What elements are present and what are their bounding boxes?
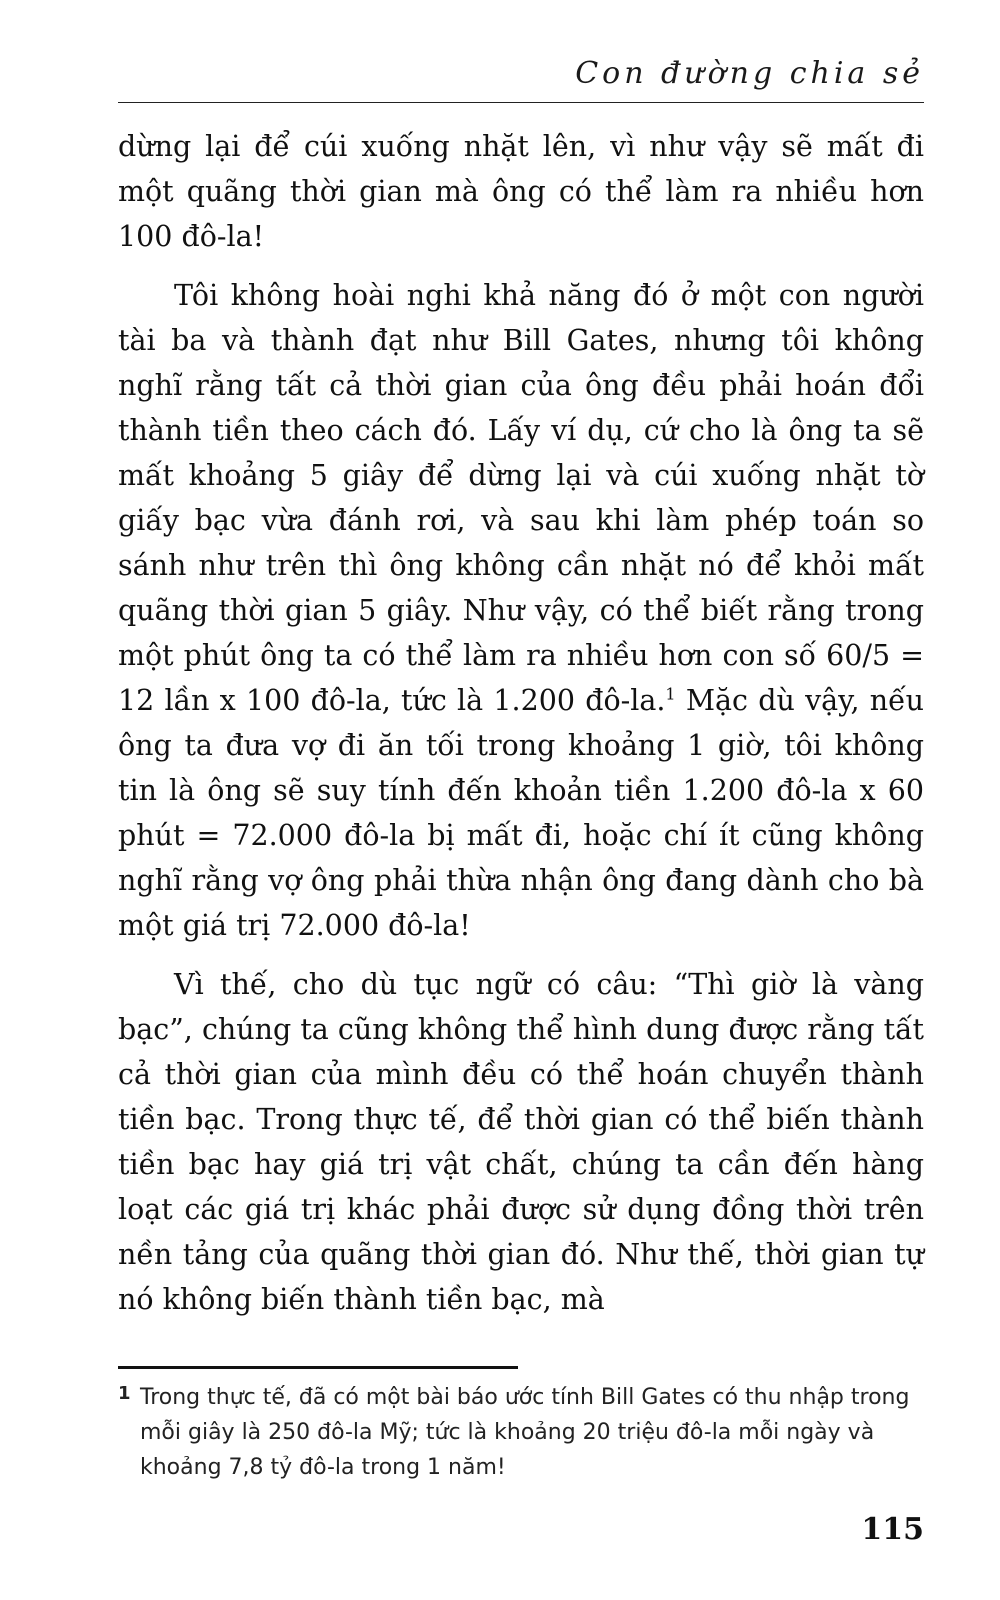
footnote-number: 1 — [118, 1383, 131, 1404]
running-header: Con đường chia sẻ — [575, 56, 924, 91]
header-rule — [118, 102, 924, 103]
paragraph-bill-gates-text-cont: Mặc dù vậy, nếu ông ta đưa vợ đi ăn tối trong khoảng 1 giờ, tôi không tin là ông sẽ suy tính đến khoản tiền 1.200 đô-la x 60 phút = 72.000 đô-la bị mất đi, hoặc chí ít cũng không nghĩ rằng vợ ông phải thừa nhận ông đang dành cho bà một giá trị 72.000 đô-la! — [118, 684, 925, 942]
footnote-text: Trong thực tế, đã có một bài báo ước tính Bill Gates có thu nhập trong mỗi giây là 250 đô-la Mỹ; tức là khoảng 20 triệu đô-la mỗi ngày và khoảng 7,8 tỷ đô-la trong 1 năm! — [140, 1385, 910, 1480]
paragraph-continuation: dừng lại để cúi xuống nhặt lên, vì như vậy sẽ mất đi một quãng thời gian mà ông có thể làm ra nhiều hơn 100 đô-la! — [118, 130, 924, 253]
footnote — [118, 1380, 924, 1485]
footnote-reference[interactable]: 1 — [665, 684, 676, 704]
paragraph-bill-gates — [118, 273, 924, 948]
page-number: 115 — [861, 1512, 924, 1547]
footnote-rule — [118, 1366, 518, 1369]
paragraph-time-is-money: Vì thế, cho dù tục ngữ có câu: “Thì giờ là vàng bạc”, chúng ta cũng không thể hình dung được rằng tất cả thời gian của mình đều có thể hoán chuyển thành tiền bạc. Trong thực tế, để thời gian có thể biến thành tiền bạc hay giá trị vật chất, chúng ta cần đến hàng loạt các giá trị khác phải được sử dụng đồng thời trên nền tảng của quãng thời gian đó. Như thế, thời gian tự nó không biến thành tiền bạc, mà — [118, 968, 924, 1316]
paragraph-bill-gates-text: Tôi không hoài nghi khả năng đó ở một con người tài ba và thành đạt như Bill Gates, nhưng tôi không nghĩ rằng tất cả thời gian của ông đều phải hoán đổi thành tiền theo cách đó. Lấy ví dụ, cứ cho là ông ta sẽ mất khoảng 5 giây để dừng lại và cúi xuống nhặt tờ giấy bạc vừa đánh rơi, và sau khi làm phép toán so sánh như trên thì ông không cần nhặt nó để khỏi mất quãng thời gian 5 giây. Như vậy, có thể biết rằng trong một phút ông ta có thể làm ra nhiều hơn con số 60/5 = 12 lần x 100 đô-la, tức là 1.200 đô-la. — [118, 279, 924, 717]
body-text — [118, 124, 924, 1336]
